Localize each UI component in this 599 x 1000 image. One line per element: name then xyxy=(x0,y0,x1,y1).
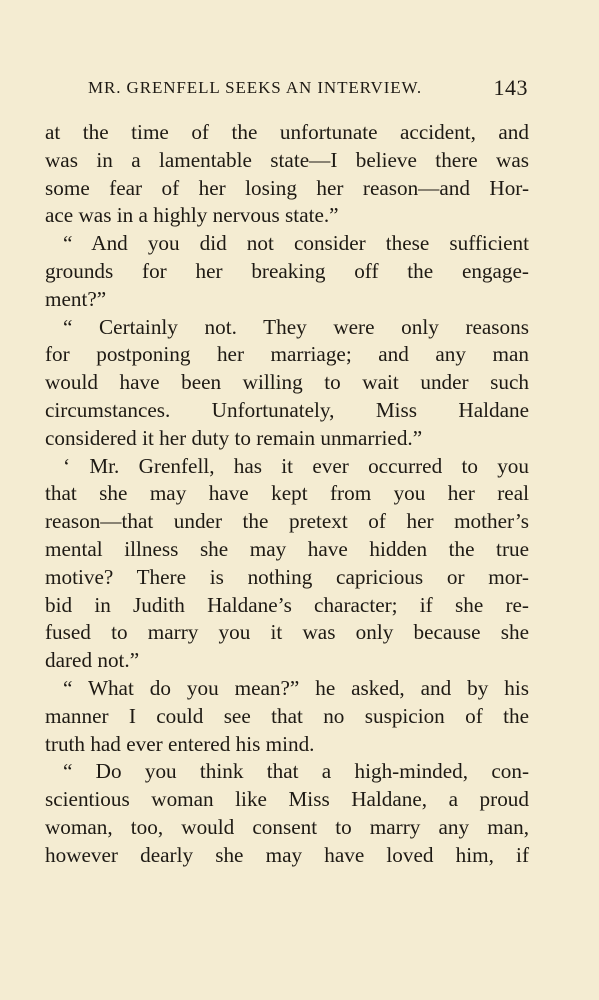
text-line: “ Do you think that a high-minded, con- xyxy=(63,759,529,784)
text-line: mental illness she may have hidden the true xyxy=(45,536,529,561)
body-text xyxy=(45,119,529,870)
text-line: “ And you did not consider these sufficient xyxy=(63,231,529,256)
text-line: ‘ Mr. Grenfell, has it ever occurred to you xyxy=(63,453,529,478)
text-line: “ What do you mean?” he asked, and by his xyxy=(63,675,529,700)
text-line: however dearly she may have loved him, if xyxy=(45,842,529,867)
text-line: dared not.” xyxy=(45,648,140,673)
text-line: at the time of the unfortunate accident, and xyxy=(45,120,529,144)
text-line: grounds for her breaking off the engage- xyxy=(45,258,529,283)
text-line: manner I could see that no suspicion of the xyxy=(45,703,529,728)
text-line: bid in Judith Haldane’s character; if she re- xyxy=(45,592,529,617)
page-number: 143 xyxy=(493,75,528,100)
text-line: fused to marry you it was only because she xyxy=(45,620,529,645)
text-line: some fear of her losing her reason—and Hor- xyxy=(45,175,529,200)
text-line: would have been willing to wait under such xyxy=(45,370,529,395)
text-line: woman, too, would consent to marry any man, xyxy=(45,814,529,839)
text-line: motive? There is nothing capricious or mor- xyxy=(45,564,529,589)
text-line: was in a lamentable state—I believe there was xyxy=(45,147,529,172)
text-line: for postponing her marriage; and any man xyxy=(45,342,529,367)
text-line: ace was in a highly nervous state.” xyxy=(45,203,339,228)
text-line: reason—that under the pretext of her mother’s xyxy=(45,509,529,534)
text-line: “ Certainly not. They were only reasons xyxy=(63,314,529,339)
running-title: MR. GRENFELL SEEKS AN INTERVIEW. xyxy=(88,78,423,97)
text-line: considered it her duty to remain unmarried.” xyxy=(45,425,423,450)
text-line: that she may have kept from you her real xyxy=(45,481,529,506)
text-line: ment?” xyxy=(45,286,107,311)
text-line: circumstances. Unfortunately, Miss Haldane xyxy=(45,397,529,422)
text-line: scientious woman like Miss Haldane, a proud xyxy=(45,787,529,812)
running-head xyxy=(88,75,528,104)
text-line: truth had ever entered his mind. xyxy=(45,731,315,756)
